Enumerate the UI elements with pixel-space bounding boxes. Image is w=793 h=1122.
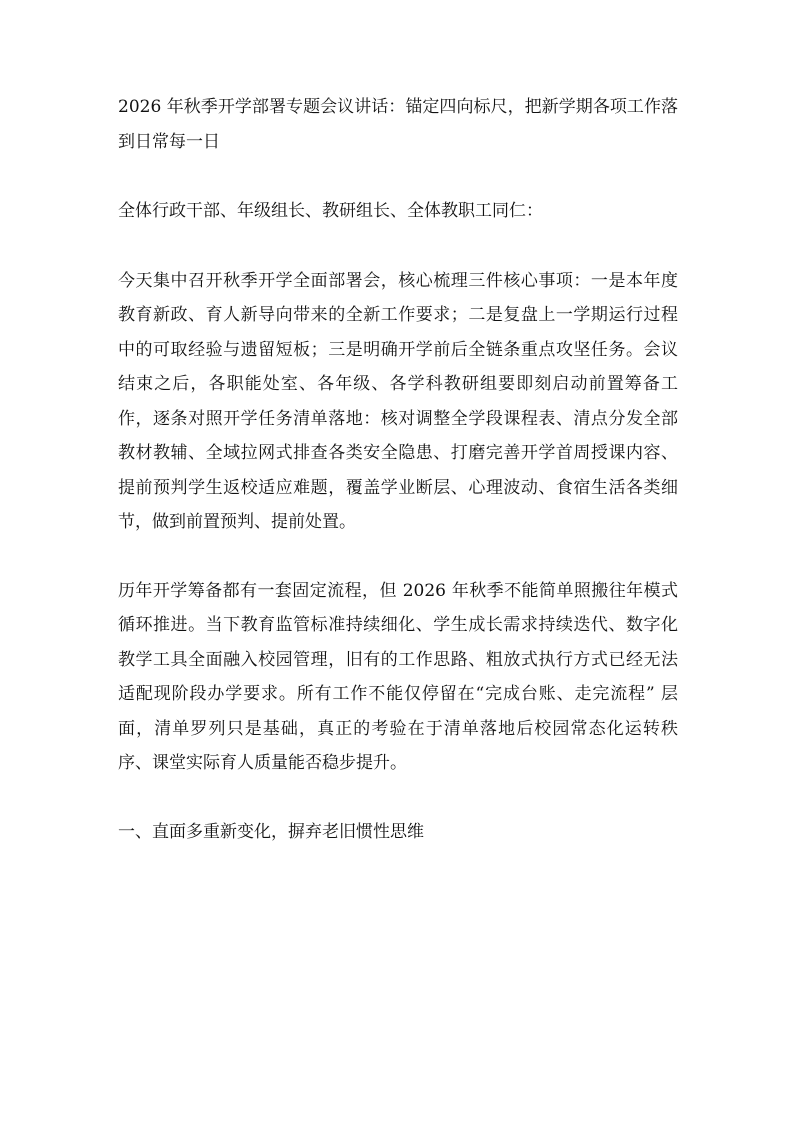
body-paragraph-1: 今天集中召开秋季开学全面部署会，核心梳理三件核心事项：一是本年度教育新政、育人新导向带来的全新工作要求；二是复盘上一学期运行过程中的可取经验与遗留短板；三是明确开学前后全链条重点攻坚任务。会议结束之后，各职能处室、各年级、各学科教研组要即刻启动前置筹备工作，逐条对照开学任务清单落地：核对调整全学段课程表、清点分发全部教材教辅、全域拉网式排查各类安全隐患、打磨完善开学首周授课内容、提前预判学生返校适应难题，覆盖学业断层、心理波动、食宿生活各类细节，做到前置预判、提前处置。: [118, 270, 678, 532]
document-title: 2026 年秋季开学部署专题会议讲话：锚定四向标尺，把新学期各项工作落到日常每一日: [118, 97, 678, 152]
body-paragraph-2: 历年开学筹备都有一套固定流程，但 2026 年秋季不能简单照搬往年模式循环推进。当下教育监管标准持续细化、学生成长需求持续迭代、数字化教学工具全面融入校园管理，旧有的工作思路、粗放式执行方式已经无法适配现阶段办学要求。所有工作不能仅停留在“完成台账、走完流程” 层面，清单罗列只是基础，真正的考验在于清单落地后校园常态化运转秩序、课堂实际育人质量能否稳步提升。: [118, 580, 678, 773]
section-heading: 一、直面多重新变化，摒弃老旧惯性思维: [118, 821, 424, 842]
document-page: [118, 90, 678, 849]
salutation: 全体行政干部、年级组长、教研组长、全体教职工同仁：: [118, 201, 543, 221]
